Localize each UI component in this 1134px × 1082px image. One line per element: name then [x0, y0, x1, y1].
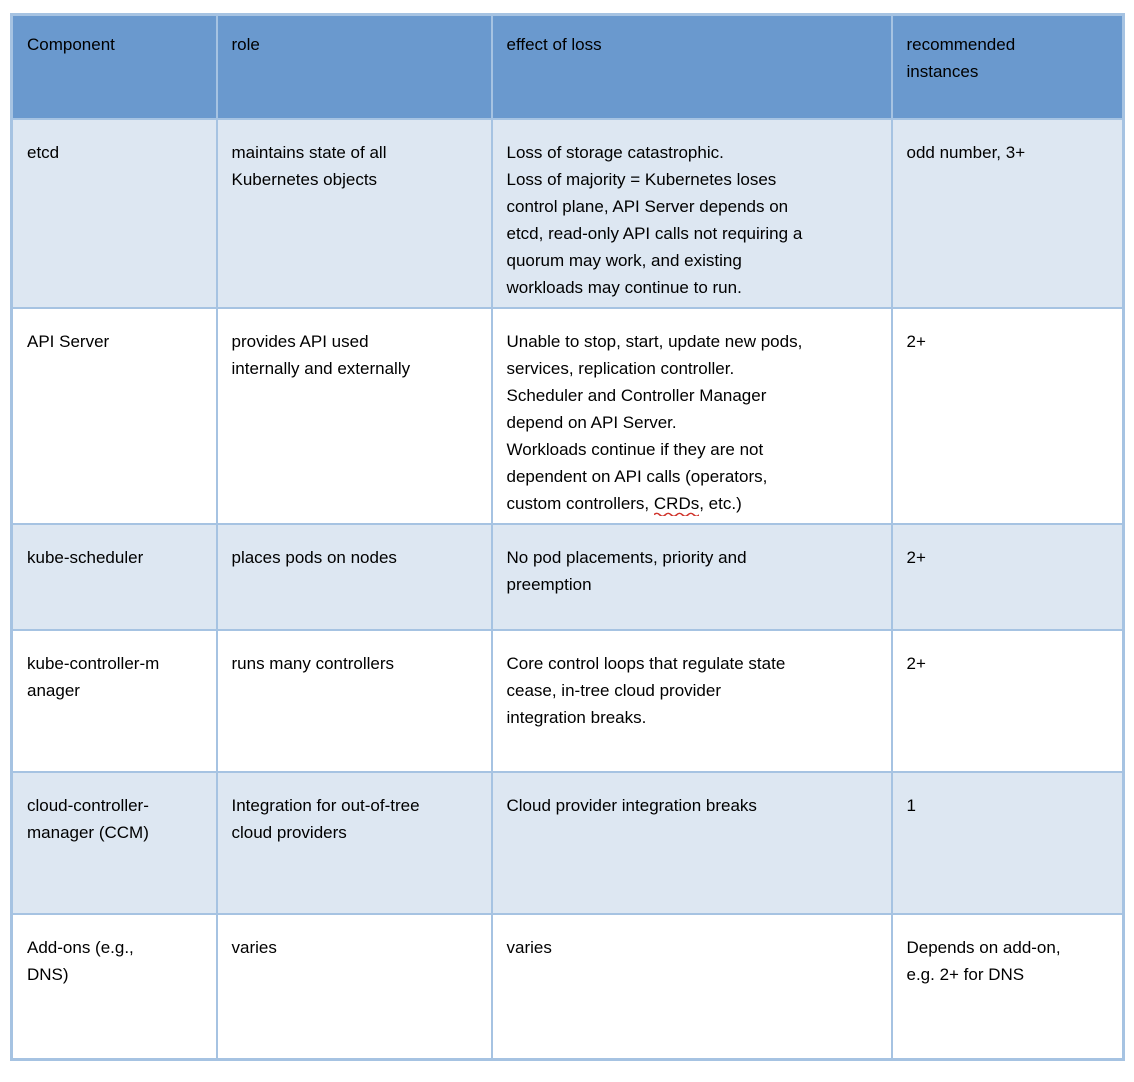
- text-line: quorum may work, and existing: [506, 250, 742, 270]
- misspelled-word: CRDs: [653, 493, 700, 513]
- text-line: odd number, 3+: [906, 142, 1026, 162]
- text-line: services, replication controller.: [506, 358, 735, 378]
- text-line: API Server: [27, 331, 110, 351]
- cell-effect-of-loss: [492, 630, 892, 772]
- effect-text: [507, 328, 877, 490]
- instances-text: [907, 934, 1109, 988]
- text-line: Loss of majority = Kubernetes loses: [506, 169, 777, 189]
- kubernetes-components-table: [10, 13, 1125, 1061]
- text-line: Loss of storage catastrophic.: [506, 142, 724, 162]
- cell-effect-of-loss: [492, 308, 892, 524]
- text-line: No pod placements, priority and: [506, 547, 747, 567]
- component-text: [27, 139, 202, 166]
- text-line: Add-ons (e.g.,: [27, 937, 134, 957]
- effect-text-last-line: [507, 490, 877, 517]
- text-line: integration breaks.: [506, 707, 647, 727]
- effect-text: [507, 139, 877, 301]
- text-line: Core control loops that regulate state: [506, 653, 786, 673]
- role-text: [232, 792, 477, 846]
- text-line: etcd: [27, 142, 60, 162]
- text-line: 2+: [906, 547, 926, 567]
- text-line: Cloud provider integration breaks: [506, 795, 757, 815]
- role-text: [232, 934, 477, 961]
- text-line: places pods on nodes: [231, 547, 397, 567]
- cell-component: [12, 119, 217, 308]
- text-line: kube-scheduler: [27, 547, 144, 567]
- components-table-container: [10, 13, 1125, 1061]
- effect-last-line-after: , etc.): [699, 493, 742, 513]
- text-line: maintains state of all: [231, 142, 387, 162]
- text-line: Integration for out-of-tree: [231, 795, 420, 815]
- header-effect-of-loss: [492, 15, 892, 119]
- text-line: manager (CCM): [27, 822, 149, 842]
- text-line: recommended: [906, 35, 1016, 54]
- cell-role: [217, 772, 492, 914]
- instances-text: [907, 328, 1109, 355]
- cell-component: [12, 914, 217, 1060]
- cell-component: [12, 630, 217, 772]
- text-line: anager: [27, 680, 80, 700]
- header-row: [12, 15, 1124, 119]
- table-row-kube-scheduler: [12, 524, 1124, 630]
- text-line: varies: [231, 937, 277, 957]
- header-instances-label: [907, 31, 1109, 85]
- cell-recommended-instances: [892, 630, 1124, 772]
- instances-text: [907, 650, 1109, 677]
- text-line: workloads may continue to run.: [506, 277, 742, 297]
- effect-text: [507, 934, 877, 961]
- text-line: Unable to stop, start, update new pods,: [506, 331, 803, 351]
- table-row-etcd: [12, 119, 1124, 308]
- text-line: Depends on add-on,: [906, 937, 1061, 957]
- cell-role: [217, 119, 492, 308]
- text-line: varies: [506, 937, 552, 957]
- table-row-api-server: [12, 308, 1124, 524]
- role-text: [232, 139, 477, 193]
- cell-component: [12, 524, 217, 630]
- role-text: [232, 650, 477, 677]
- instances-text: [907, 544, 1109, 571]
- cell-effect-of-loss: [492, 914, 892, 1060]
- header-role-label: role: [231, 35, 260, 54]
- text-line: cloud providers: [231, 822, 347, 842]
- text-line: e.g. 2+ for DNS: [906, 964, 1025, 984]
- cell-component: [12, 308, 217, 524]
- cell-component: [12, 772, 217, 914]
- text-line: Kubernetes objects: [231, 169, 378, 189]
- cell-effect-of-loss: [492, 772, 892, 914]
- text-line: kube-controller-m: [27, 653, 160, 673]
- effect-last-line-before: custom controllers,: [506, 493, 654, 513]
- table-row-add-ons: [12, 914, 1124, 1060]
- table-row-cloud-controller-manager: [12, 772, 1124, 914]
- text-line: depend on API Server.: [506, 412, 677, 432]
- text-line: instances: [906, 62, 979, 81]
- text-line: cloud-controller-: [27, 795, 149, 815]
- text-line: Scheduler and Controller Manager: [506, 385, 767, 405]
- text-line: provides API used: [231, 331, 369, 351]
- cell-recommended-instances: [892, 772, 1124, 914]
- component-text: [27, 650, 202, 704]
- cell-recommended-instances: [892, 308, 1124, 524]
- effect-text: [507, 792, 877, 819]
- component-text: [27, 792, 202, 846]
- component-text: [27, 544, 202, 571]
- effect-text: [507, 544, 877, 598]
- misspelled-word-wrap: [654, 490, 699, 517]
- header-recommended-instances: [892, 15, 1124, 119]
- effect-text: [507, 650, 877, 731]
- component-text: [27, 328, 202, 355]
- instances-text: [907, 139, 1109, 166]
- header-component-label: Component: [27, 35, 115, 54]
- role-text: [232, 328, 477, 382]
- text-line: preemption: [506, 574, 592, 594]
- text-line: Workloads continue if they are not: [506, 439, 764, 459]
- role-text: [232, 544, 477, 571]
- text-line: 1: [906, 795, 916, 815]
- cell-role: [217, 630, 492, 772]
- cell-effect-of-loss: [492, 524, 892, 630]
- text-line: dependent on API calls (operators,: [506, 466, 768, 486]
- text-line: DNS): [27, 964, 69, 984]
- text-line: etcd, read-only API calls not requiring a: [506, 223, 803, 243]
- cell-recommended-instances: [892, 914, 1124, 1060]
- text-line: 2+: [906, 331, 926, 351]
- text-line: cease, in-tree cloud provider: [506, 680, 722, 700]
- header-component: [12, 15, 217, 119]
- component-text: [27, 934, 202, 988]
- text-line: runs many controllers: [231, 653, 395, 673]
- cell-recommended-instances: [892, 119, 1124, 308]
- cell-role: [217, 524, 492, 630]
- text-line: internally and externally: [231, 358, 411, 378]
- spellcheck-squiggle-underline: [654, 511, 699, 516]
- header-effect-label: effect of loss: [506, 35, 602, 54]
- header-role: [217, 15, 492, 119]
- cell-effect-of-loss: [492, 119, 892, 308]
- table-row-kube-controller-manager: [12, 630, 1124, 772]
- cell-role: [217, 914, 492, 1060]
- text-line: control plane, API Server depends on: [506, 196, 789, 216]
- text-line: 2+: [906, 653, 926, 673]
- instances-text: [907, 792, 1109, 819]
- cell-recommended-instances: [892, 524, 1124, 630]
- cell-role: [217, 308, 492, 524]
